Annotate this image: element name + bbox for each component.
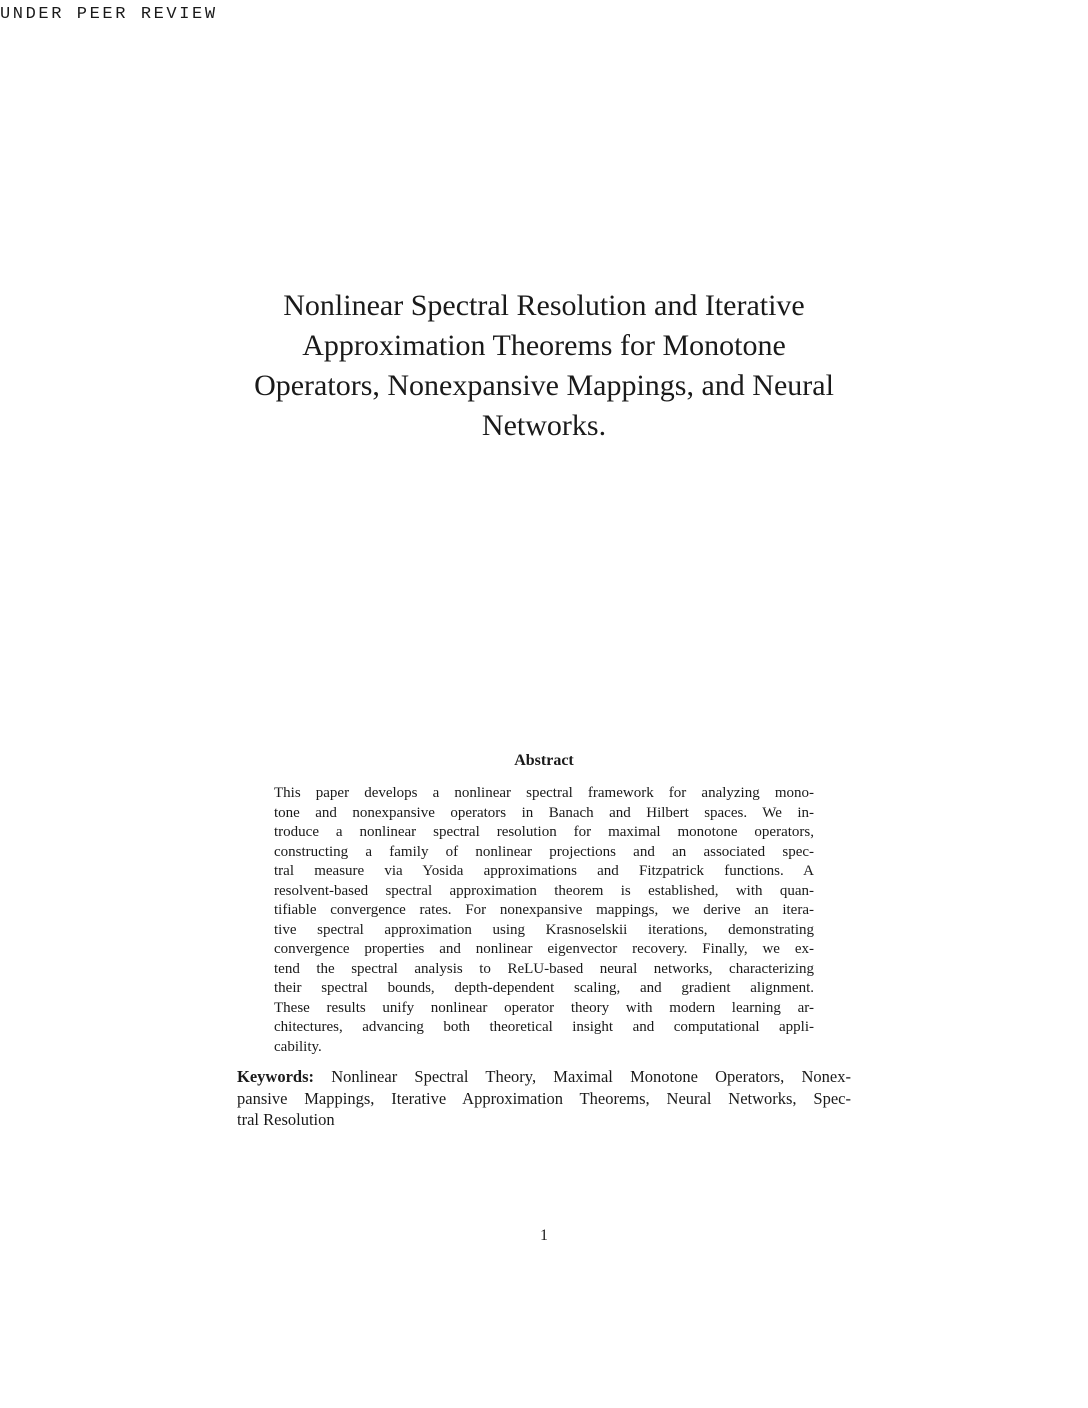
- abstract-line: constructing a family of nonlinear projections and an associated spec-: [274, 843, 814, 860]
- peer-review-banner: UNDER PEER REVIEW: [0, 5, 218, 24]
- keywords-line: [237, 1066, 851, 1088]
- abstract-heading: Abstract: [514, 752, 574, 769]
- keywords-line: tral Resolution: [237, 1110, 335, 1129]
- title-line: Networks.: [481, 409, 607, 442]
- paper-title: [0, 286, 1088, 446]
- abstract-line: This paper develops a nonlinear spectral framework for analyzing mono-: [274, 785, 814, 801]
- abstract-line: tral measure via Yosida approximations and Fitzpatrick functions. A: [274, 863, 814, 879]
- abstract-line: tifiable convergence rates. For nonexpansive mappings, we derive an itera-: [274, 902, 814, 918]
- title-line: Approximation Theorems for Monotone: [302, 329, 786, 362]
- abstract-line: tive spectral approximation using Krasnoselskii iterations, demonstrating: [274, 921, 814, 938]
- abstract-line: tone and nonexpansive operators in Banach and Hilbert spaces. We in-: [274, 804, 814, 821]
- abstract-line: their spectral bounds, depth-dependent scaling, and gradient alignment.: [274, 980, 814, 996]
- keywords-line: pansive Mappings, Iterative Approximation Theorems, Neural Networks, Spec-: [237, 1088, 851, 1108]
- abstract-line: resolvent-based spectral approximation theorem is established, with quan-: [274, 882, 814, 899]
- abstract-line: convergence properties and nonlinear eigenvector recovery. Finally, we ex-: [274, 941, 814, 957]
- page-number: 1: [540, 1227, 548, 1244]
- abstract-line: cability.: [274, 1038, 322, 1055]
- abstract-line: These results unify nonlinear operator theory with modern learning ar-: [274, 999, 814, 1016]
- title-line: Operators, Nonexpansive Mappings, and Neural: [254, 369, 834, 402]
- abstract-line: tend the spectral analysis to ReLU-based neural networks, characterizing: [274, 960, 814, 977]
- keywords-label: Keywords:: [237, 1067, 314, 1086]
- keywords-text: Nonlinear Spectral Theory, Maximal Monotone Operators, Nonex-: [314, 1067, 851, 1086]
- title-line: Nonlinear Spectral Resolution and Iterative: [283, 289, 805, 322]
- abstract-line: troduce a nonlinear spectral resolution for maximal monotone operators,: [274, 824, 814, 840]
- abstract-line: chitectures, advancing both theoretical insight and computational appli-: [274, 1019, 814, 1035]
- abstract-text: [274, 784, 814, 1057]
- keywords: [237, 1066, 851, 1131]
